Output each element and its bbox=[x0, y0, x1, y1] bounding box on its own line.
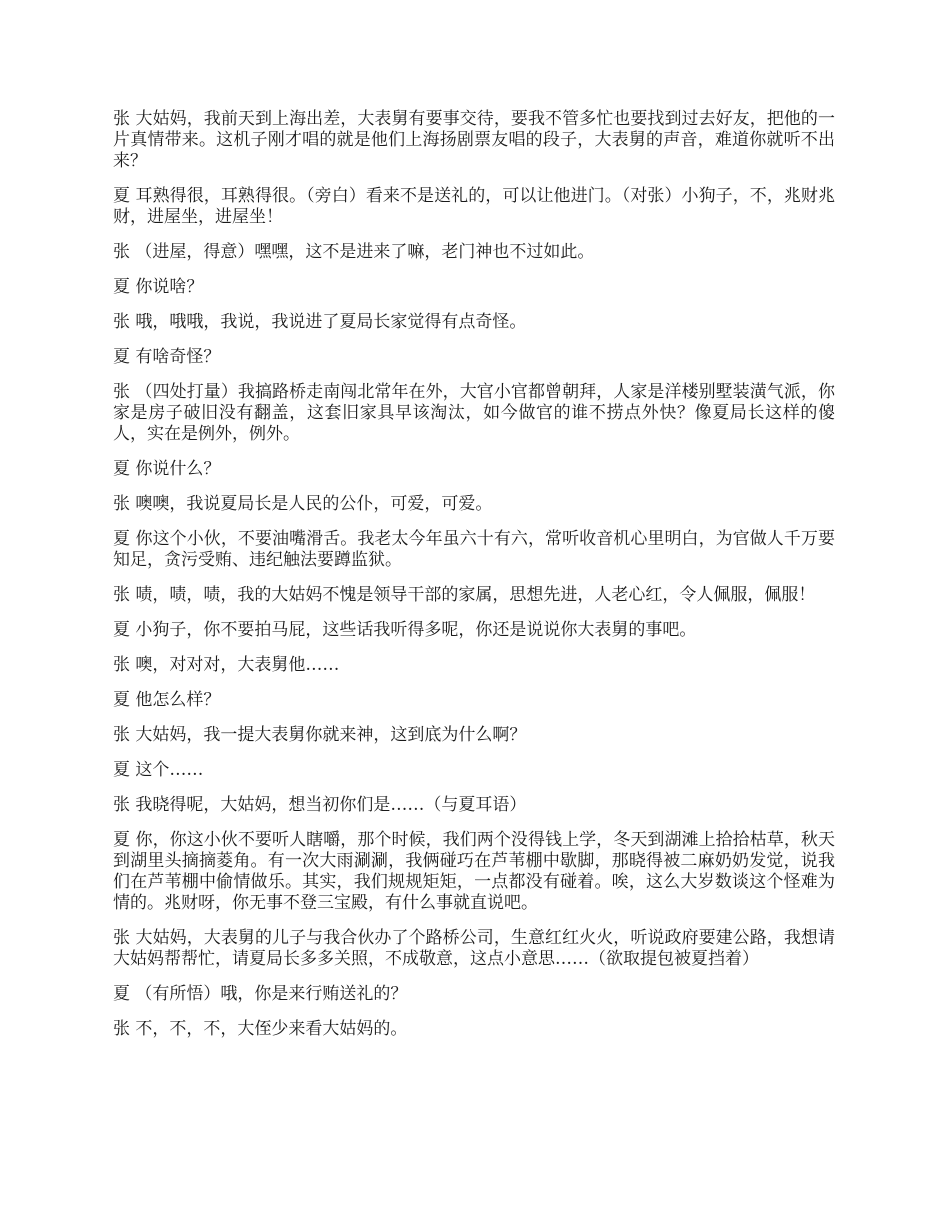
dialogue-line: 夏 （有所悟）哦，你是来行贿送礼的？ bbox=[113, 984, 408, 1004]
dialogue-line: 张 哦，哦哦，我说，我说进了夏局长家觉得有点奇怪。 bbox=[113, 312, 527, 332]
dialogue-line: 张 （四处打量）我搞路桥走南闯北常年在外，大官小官都曾朝拜，人家是洋楼别墅装潢气派，你家是房子破旧没有翻盖，这套旧家具早该淘汰，如今做官的谁不捞点外快？像夏局长这样的傻人，实在是例外，例外。 bbox=[113, 382, 835, 444]
dialogue-line: 夏 这个…… bbox=[113, 760, 204, 780]
dialogue-line: 张 啧，啧，啧，我的大姑妈不愧是领导干部的家属，思想先进，人老心红，令人佩服，佩服！ bbox=[113, 585, 816, 605]
dialogue-line: 张 我晓得呢，大姑妈，想当初你们是……（与夏耳语） bbox=[113, 795, 527, 815]
dialogue-line: 夏 你说啥？ bbox=[113, 277, 204, 297]
dialogue-line: 张 不，不，不，大侄少来看大姑妈的。 bbox=[113, 1019, 408, 1039]
dialogue-line: 张 大姑妈，我前天到上海出差，大表舅有要事交待，要我不管多忙也要找到过去好友，把他的一片真情带来。这机子刚才唱的就是他们上海扬剧票友唱的段子，大表舅的声音，难道你就听不出来？ bbox=[113, 109, 835, 171]
dialogue-line: 夏 他怎么样？ bbox=[113, 690, 221, 710]
dialogue-line: 夏 有啥奇怪？ bbox=[113, 347, 221, 367]
dialogue-line: 张 噢噢，我说夏局长是人民的公仆，可爱，可爱。 bbox=[113, 494, 493, 514]
dialogue-line: 张 大姑妈，大表舅的儿子与我合伙办了个路桥公司，生意红红火火，听说政府要建公路，我想请大姑妈帮帮忙，请夏局长多多关照，不成敬意，这点小意思……（欲取提包被夏挡着） bbox=[113, 928, 835, 969]
dialogue-line: 夏 耳熟得很，耳熟得很。（旁白）看来不是送礼的，可以让他进门。（对张）小狗子，不，兆财兆财，进屋坐，进屋坐！ bbox=[113, 186, 835, 227]
dialogue-line: 夏 你，你这小伙不要听人瞎嚼，那个时候，我们两个没得钱上学，冬天到湖滩上拾拾枯草，秋天到湖里头摘摘菱角。有一次大雨涮涮，我俩碰巧在芦苇棚中歇脚，那晓得被二麻奶奶发觉，说我们在芦苇棚中偷情做乐。其实，我们规规矩矩，一点都没有碰着。唉，这么大岁数谈这个怪难为情的。兆财呀，你无事不登三宝殿，有什么事就直说吧。 bbox=[113, 830, 835, 913]
document-body bbox=[113, 109, 835, 1054]
dialogue-line: 夏 小狗子，你不要拍马屁，这些话我听得多呢，你还是说说你大表舅的事吧。 bbox=[113, 620, 697, 640]
dialogue-line: 张 大姑妈，我一提大表舅你就来神，这到底为什么啊？ bbox=[113, 725, 527, 745]
dialogue-line: 张 （进屋，得意）嘿嘿，这不是进来了嘛，老门神也不过如此。 bbox=[113, 242, 595, 262]
dialogue-line: 张 噢，对对对，大表舅他…… bbox=[113, 655, 340, 675]
dialogue-line: 夏 你这个小伙，不要油嘴滑舌。我老太今年虽六十有六，常听收音机心里明白，为官做人千万要知足，贪污受贿、违纪触法要蹲监狱。 bbox=[113, 529, 835, 570]
dialogue-line: 夏 你说什么？ bbox=[113, 459, 221, 479]
